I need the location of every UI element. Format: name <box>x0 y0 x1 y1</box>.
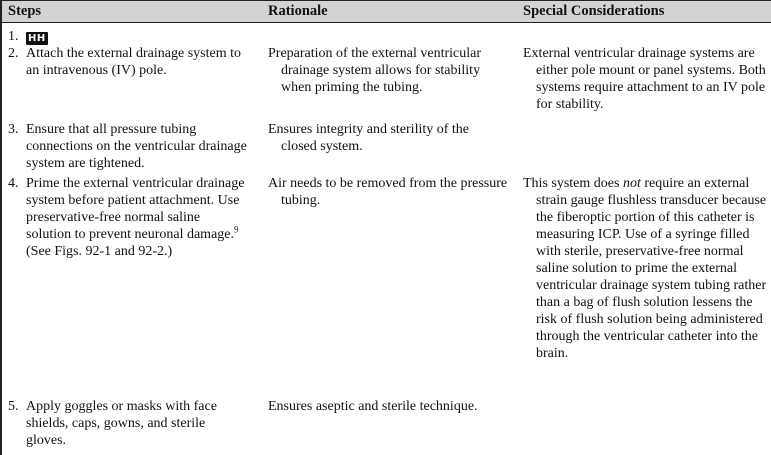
table-header <box>2 0 771 23</box>
step-number: 3. <box>8 122 19 137</box>
step-text: Attach the external drainage system to an intravenous (IV) pole. <box>26 46 241 78</box>
step-text: Apply goggles or masks with face shields, caps, gowns, and sterile gloves. <box>26 399 217 448</box>
header-special-considerations: Special Considerations <box>523 3 665 19</box>
step-number: 2. <box>8 46 19 61</box>
rationale-text: Ensures aseptic and sterile technique. <box>268 399 478 414</box>
rationale-text: Air needs to be removed from the pressure tubing. <box>268 176 508 208</box>
header-rationale: Rationale <box>268 3 328 19</box>
step-text: Prime the external ventricular drainage system before patient attachment. Use preservative-free normal saline solution to prevent neuronal damage.$^9$ (See Figs. 92-1 and 92-2.) <box>26 176 245 259</box>
step-number: 5. <box>8 399 19 414</box>
special-considerations-text: External ventricular drainage systems are either pole mount or panel systems. Both systems require attachment to an IV pole for stability. <box>523 46 766 112</box>
hand-hygiene-icon: HH <box>28 33 46 44</box>
special-considerations-text: This system does not require an external strain gauge flushless transducer because the fiberoptic portion of this catheter is measuring ICP. Use of a syringe filled with sterile, preservative-free normal saline solution to prime the external ventricular drainage system tubing rather than a bag of flush solution lessens the risk of flush solution being administered through the ventricular catheter into the brain. <box>523 176 767 361</box>
step-text: Ensure that all pressure tubing connections on the ventricular drainage system are tightened. <box>26 122 247 171</box>
rationale-text: Preparation of the external ventricular drainage system allows for stability when priming the tubing. <box>268 46 482 95</box>
step-number: 1. <box>8 29 19 44</box>
header-steps: Steps <box>8 3 42 19</box>
rationale-text: Ensures integrity and sterility of the closed system. <box>268 122 470 154</box>
step-number: 4. <box>8 176 19 191</box>
